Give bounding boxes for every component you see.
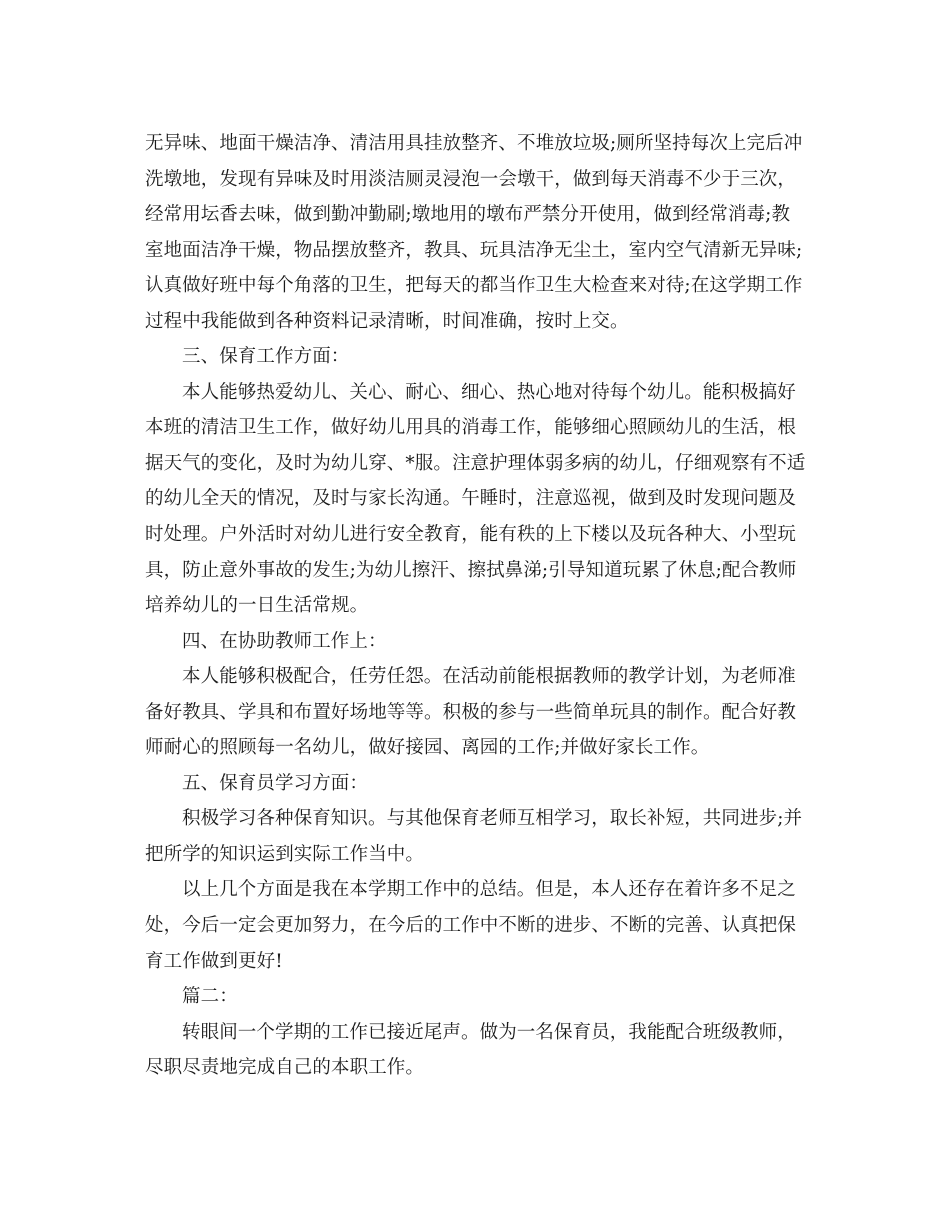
text-line: 师耐心的照顾每一名幼儿，做好接园、离园的工作;并做好家长工作。 (145, 737, 710, 759)
text-line: 三、保育工作方面： (182, 346, 350, 368)
text-line: 室地面洁净干燥，物品摆放整齐，教具、玩具洁净无尘土，室内空气清新无异味; (145, 239, 803, 261)
text-line: 据天气的变化，及时为幼儿穿、*服。注意护理体弱多病的幼儿，仔细观察有不适 (145, 452, 806, 474)
document-body (145, 126, 810, 1086)
text-line: 认真做好班中每个角落的卫生，把每天的都当作卫生大检查来对待;在这学期工作 (145, 275, 803, 297)
text-line: 本人能够积极配合，任劳任怨。在活动前能根据教师的教学计划，为老师准 (182, 666, 796, 688)
text-line: 积极学习各种保育知识。与其他保育老师互相学习，取长补短，共同进步;并 (182, 808, 803, 830)
text-line: 本班的清洁卫生工作，做好幼儿用具的消毒工作，能够细心照顾幼儿的生活，根 (145, 417, 797, 439)
text-line: 转眼间一个学期的工作已接近尾声。做为一名保育员，我能配合班级教师， (182, 1021, 796, 1043)
text-line: 本人能够热爱幼儿、关心、耐心、细心、热心地对待每个幼儿。能积极搞好 (182, 381, 796, 403)
text-line: 篇二： (182, 986, 238, 1008)
text-line: 五、保育员学习方面： (182, 772, 369, 794)
text-line: 经常用坛香去味，做到勤冲勤刷;墩地用的墩布严禁分开使用，做到经常消毒;教 (145, 204, 791, 226)
text-line: 时处理。户外活时对幼儿进行安全教育，能有秩的上下楼以及玩各种大、小型玩 (145, 524, 797, 546)
text-line: 备好教具、学具和布置好场地等等。积极的参与一些简单玩具的制作。配合好教 (145, 701, 797, 723)
text-line: 培养幼儿的一日生活常规。 (145, 595, 369, 617)
text-line: 四、在协助教师工作上： (182, 630, 387, 652)
text-line: 把所学的知识运到实际工作当中。 (145, 843, 425, 865)
text-line: 以上几个方面是我在本学期工作中的总结。但是，本人还存在着许多不足之 (182, 879, 796, 901)
text-line: 过程中我能做到各种资料记录清晰，时间准确，按时上交。 (145, 310, 629, 332)
text-line: 处，今后一定会更加努力，在今后的工作中不断的进步、不断的完善、认真把保 (145, 915, 797, 937)
text-line: 的幼儿全天的情况，及时与家长沟通。午睡时，注意巡视，做到及时发现问题及 (145, 488, 797, 510)
text-line: 无异味、地面干燥洁净、清洁用具挂放整齐、不堆放垃圾;厕所坚持每次上完后冲 (145, 133, 803, 154)
text-line: 育工作做到更好! (145, 950, 283, 972)
text-line: 具，防止意外事故的发生;为幼儿擦汗、擦拭鼻涕;引导知道玩累了休息;配合教师 (145, 559, 797, 581)
text-line: 洗墩地，发现有异味及时用淡洁厕灵浸泡一会墩干，做到每天消毒不少于三次， (145, 168, 797, 190)
text-line: 尽职尽责地完成自己的本职工作。 (145, 1057, 425, 1079)
